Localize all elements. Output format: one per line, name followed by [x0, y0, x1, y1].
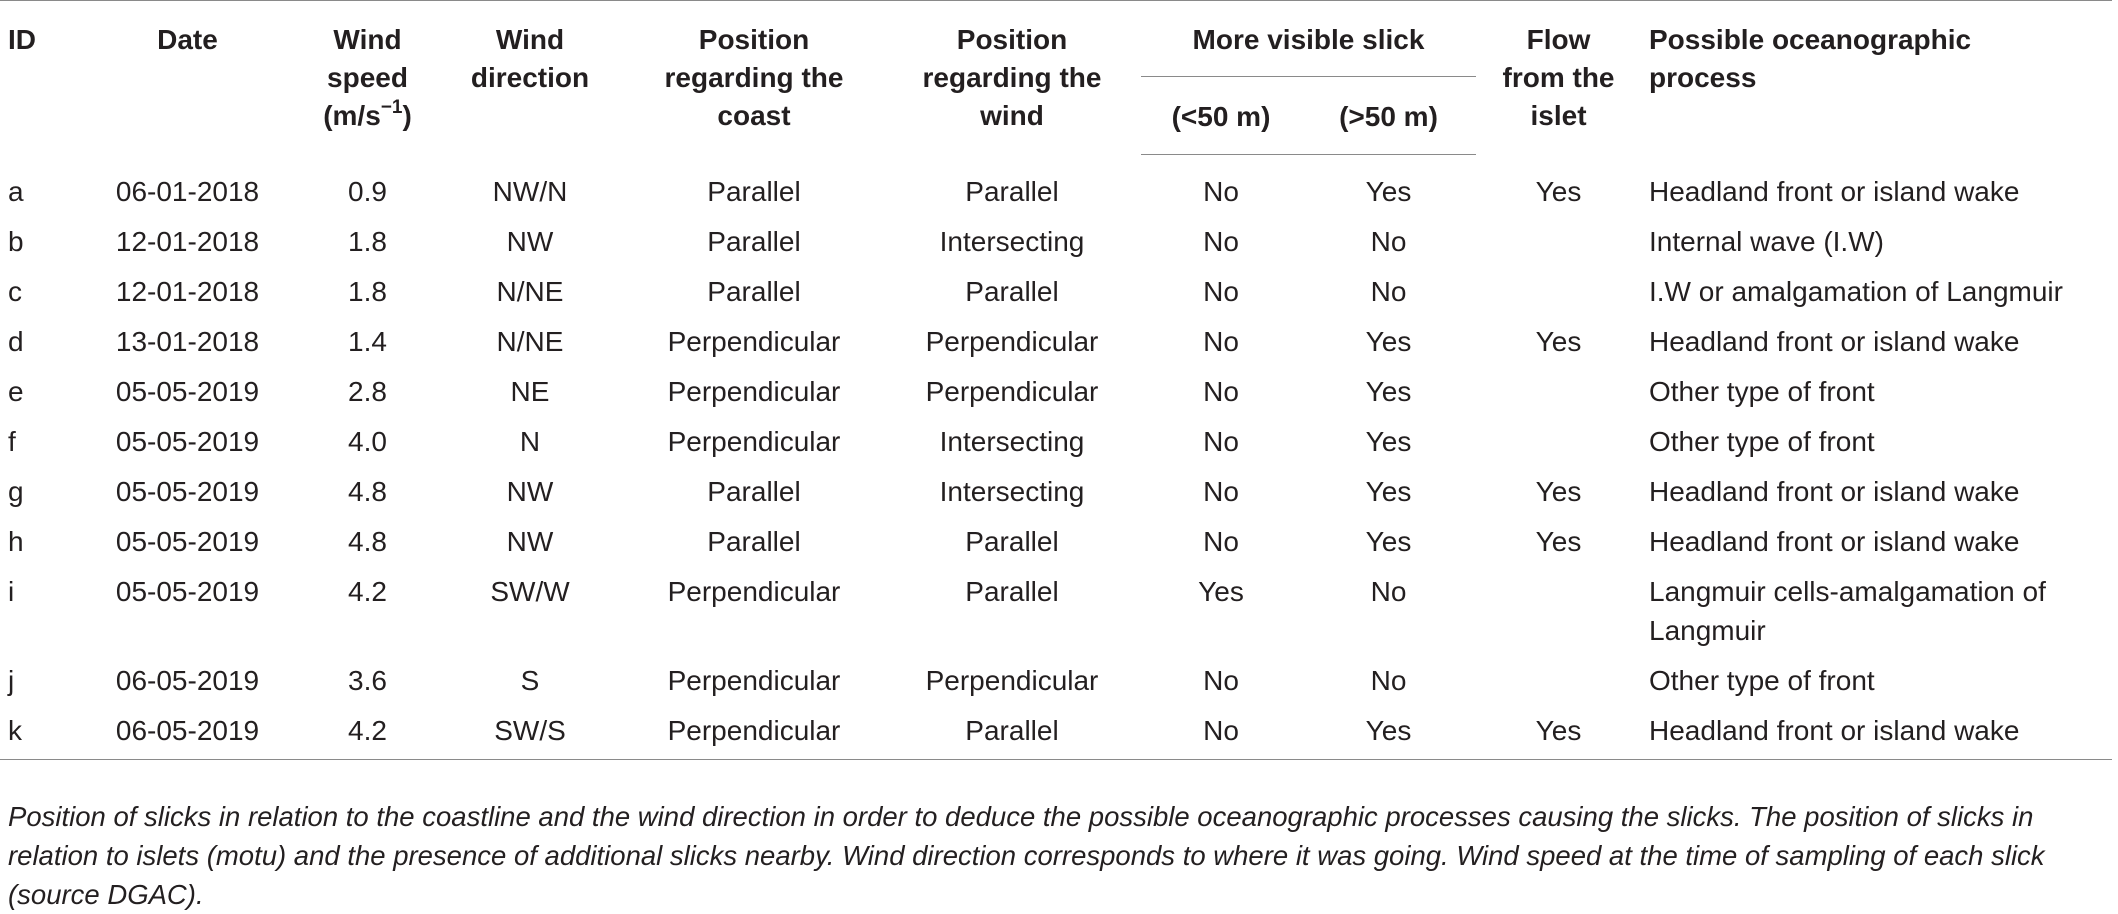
- cell-position-coast: Perpendicular: [667, 426, 841, 457]
- cell-position-wind: Parallel: [965, 576, 1059, 607]
- cell-flow-islet: Yes: [1535, 326, 1582, 357]
- cell-slick-lt-50: No: [1203, 665, 1239, 696]
- cell-id: d: [8, 326, 24, 357]
- cell-wind-speed: 4.2: [300, 708, 435, 760]
- cell-oceanographic-process: Headland front or island wake: [1649, 175, 2020, 207]
- cell-position-wind: Intersecting: [939, 426, 1085, 457]
- cell-slick-lt-50: No: [1203, 226, 1239, 257]
- cell-slick-gt-50: Yes: [1365, 526, 1412, 557]
- table-row: [0, 155, 2112, 220]
- cell-wind-direction: SW/S: [435, 708, 625, 760]
- cell-slick-gt-50: No: [1370, 276, 1407, 307]
- cell-position-wind: Perpendicular: [925, 326, 1099, 357]
- cell-wind-direction: SW/W: [490, 576, 570, 607]
- cell-oceanographic-process: Other type of front: [1649, 665, 1875, 696]
- cell-id: a: [8, 175, 24, 207]
- cell-date: 06-05-2019: [75, 708, 300, 760]
- table-row: [0, 219, 2112, 269]
- cell-position-coast: Perpendicular: [667, 665, 841, 696]
- cell-flow-islet: Yes: [1535, 526, 1582, 557]
- cell-position-coast: Parallel: [707, 175, 801, 207]
- cell-flow-islet: [1476, 569, 1641, 658]
- cell-position-coast: Perpendicular: [667, 576, 841, 607]
- cell-position-wind: Parallel: [965, 175, 1059, 207]
- cell-slick-gt-50: Yes: [1301, 708, 1476, 760]
- cell-wind-direction: NW/N: [492, 175, 568, 207]
- cell-wind-direction: S: [520, 665, 540, 696]
- table-header: [0, 1, 2112, 155]
- cell-slick-lt-50: No: [1203, 476, 1239, 507]
- cell-position-coast: Perpendicular: [667, 326, 841, 357]
- header-flow-islet: Flow from the islet: [1502, 24, 1615, 131]
- table-row: [0, 519, 2112, 569]
- cell-flow-islet: [1476, 269, 1641, 319]
- cell-oceanographic-process: Headland front or island wake: [1641, 708, 2112, 760]
- cell-wind-direction: N/NE: [496, 326, 564, 357]
- table-row: [0, 419, 2112, 469]
- cell-slick-lt-50: No: [1203, 276, 1239, 307]
- cell-id: g: [8, 476, 24, 507]
- cell-flow-islet: Yes: [1535, 175, 1582, 207]
- cell-flow-islet: [1476, 369, 1641, 419]
- header-more-visible-slick: More visible slick: [1192, 24, 1425, 55]
- cell-slick-gt-50: Yes: [1365, 476, 1412, 507]
- cell-date: 13-01-2018: [115, 326, 260, 357]
- cell-slick-lt-50: No: [1203, 176, 1239, 207]
- cell-oceanographic-process: Headland front or island wake: [1649, 476, 2020, 507]
- cell-wind-direction: NW: [506, 476, 554, 507]
- cell-oceanographic-process: Other type of front: [1649, 376, 1875, 407]
- cell-oceanographic-process: Headland front or island wake: [1649, 526, 2020, 557]
- cell-wind-direction: NW: [506, 226, 554, 257]
- table-row: [0, 269, 2112, 319]
- table-row: [0, 319, 2112, 369]
- header-slick-lt-50: (<50 m): [1141, 77, 1301, 155]
- cell-wind-direction: NE: [510, 376, 550, 407]
- cell-date: 12-01-2018: [115, 276, 260, 307]
- header-wind-speed: Wind speed $(m/s^{-1})$: [323, 24, 412, 131]
- cell-slick-gt-50: Yes: [1365, 376, 1412, 407]
- table-row: [0, 469, 2112, 519]
- cell-oceanographic-process: I.W or amalgamation of Langmuir: [1649, 276, 2063, 307]
- cell-flow-islet: [1476, 219, 1641, 269]
- cell-date: 06-05-2019: [115, 665, 260, 696]
- cell-date: 05-05-2019: [115, 426, 260, 457]
- table-row: [0, 569, 2112, 658]
- cell-slick-lt-50: No: [1141, 708, 1301, 760]
- cell-wind-direction: NW: [506, 526, 554, 557]
- cell-wind-speed: 4.8: [348, 476, 387, 507]
- cell-slick-gt-50: Yes: [1365, 426, 1412, 457]
- header-wind-direction: Wind direction: [470, 24, 590, 93]
- cell-position-wind: Parallel: [965, 276, 1059, 307]
- cell-slick-lt-50: No: [1203, 326, 1239, 357]
- cell-id: k: [0, 708, 75, 760]
- cell-position-coast: Parallel: [707, 226, 801, 257]
- header-position-coast: Position regarding the coast: [664, 24, 844, 131]
- cell-wind-speed: 2.8: [348, 376, 387, 407]
- cell-date: 05-05-2019: [115, 526, 260, 557]
- cell-slick-gt-50: No: [1370, 665, 1407, 696]
- cell-id: i: [8, 576, 15, 607]
- table-row: [0, 369, 2112, 419]
- cell-slick-lt-50: Yes: [1198, 576, 1244, 607]
- cell-position-wind: Parallel: [965, 526, 1059, 557]
- cell-position-wind: Perpendicular: [925, 376, 1099, 407]
- cell-wind-speed: 1.4: [348, 326, 387, 357]
- table-body: [0, 155, 2112, 760]
- cell-flow-islet: Yes: [1535, 476, 1582, 507]
- cell-position-coast: Perpendicular: [667, 376, 841, 407]
- cell-position-coast: Parallel: [707, 276, 801, 307]
- cell-oceanographic-process: Internal wave (I.W): [1649, 226, 1884, 257]
- cell-position-wind: Parallel: [883, 708, 1141, 760]
- cell-date: 05-05-2019: [115, 476, 260, 507]
- cell-oceanographic-process: Other type of front: [1649, 426, 1875, 457]
- cell-id: c: [8, 276, 22, 307]
- header-position-wind: Position regarding the wind: [922, 24, 1102, 131]
- header-id: ID: [8, 24, 36, 55]
- cell-flow-islet: Yes: [1476, 708, 1641, 760]
- cell-date: 05-05-2019: [115, 376, 260, 407]
- cell-id: b: [8, 226, 24, 257]
- cell-id: j: [8, 665, 15, 696]
- header-oceanographic-process: Possible oceanographic process: [1649, 24, 1972, 93]
- cell-slick-gt-50: Yes: [1365, 326, 1412, 357]
- header-date: Date: [157, 24, 218, 55]
- cell-position-coast: Parallel: [707, 476, 801, 507]
- cell-flow-islet: [1476, 419, 1641, 469]
- cell-slick-gt-50: No: [1370, 226, 1407, 257]
- cell-slick-lt-50: No: [1203, 526, 1239, 557]
- header-slick-gt-50: (>50 m): [1301, 77, 1476, 155]
- cell-id: h: [8, 526, 24, 557]
- table-row: [0, 708, 2112, 760]
- cell-wind-speed: 4.8: [348, 526, 387, 557]
- cell-id: e: [8, 376, 24, 407]
- cell-wind-direction: N/NE: [496, 276, 564, 307]
- cell-position-coast: Parallel: [707, 526, 801, 557]
- cell-date: 05-05-2019: [115, 576, 260, 607]
- cell-slick-gt-50: Yes: [1365, 176, 1412, 207]
- cell-wind-speed: 4.2: [348, 576, 387, 607]
- cell-id: f: [8, 426, 16, 457]
- cell-position-wind: Perpendicular: [925, 665, 1099, 696]
- cell-wind-speed: 1.8: [348, 226, 387, 257]
- cell-position-coast: Perpendicular: [625, 708, 883, 760]
- cell-wind-speed: 0.9: [348, 175, 387, 207]
- cell-wind-speed: 3.6: [348, 665, 387, 696]
- cell-slick-gt-50: No: [1370, 576, 1407, 607]
- cell-slick-lt-50: No: [1203, 376, 1239, 407]
- cell-date: 06-01-2018: [115, 175, 260, 207]
- cell-wind-speed: 1.8: [348, 276, 387, 307]
- table-caption: Position of slicks in relation to the coastline and the wind direction in order to deduce the possible oceanographic processes causing the slicks. The position of slicks in relation to islets (motu) and the presence of additional slicks nearby. Wind direction corresponds to where it was going. Wind speed at the time of sampling of each slick (source DGAC).: [8, 801, 2045, 910]
- cell-position-wind: Intersecting: [939, 476, 1085, 507]
- table-row: [0, 658, 2112, 708]
- cell-oceanographic-process: Headland front or island wake: [1649, 326, 2020, 357]
- cell-flow-islet: [1476, 658, 1641, 708]
- cell-date: 12-01-2018: [115, 226, 260, 257]
- cell-wind-direction: N: [519, 426, 541, 457]
- cell-slick-lt-50: No: [1203, 426, 1239, 457]
- cell-position-wind: Intersecting: [939, 226, 1085, 257]
- cell-wind-speed: 4.0: [348, 426, 387, 457]
- cell-oceanographic-process: Langmuir cells-amalgamation of Langmuir: [1649, 576, 2046, 646]
